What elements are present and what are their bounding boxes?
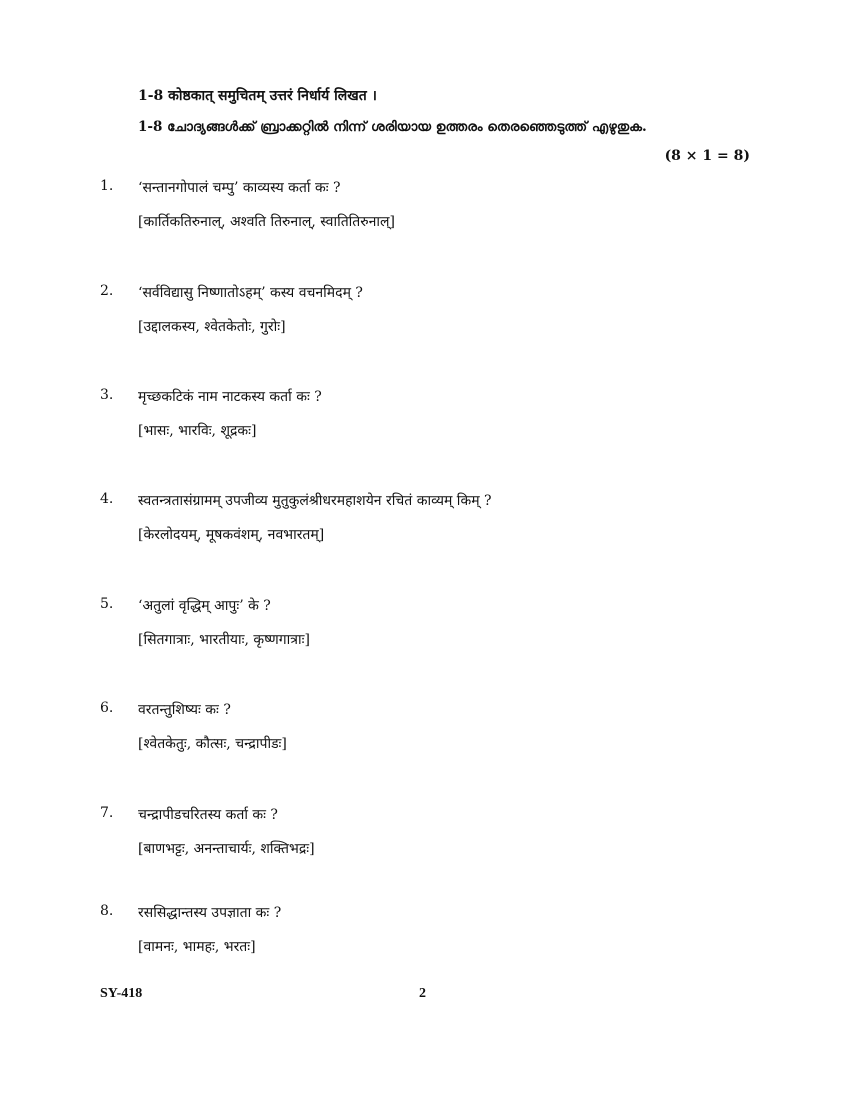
question-options: [श्वेतकेतुः, कौत्सः, चन्द्रापीडः] (138, 736, 287, 752)
question-text: रससिद्धान्तस्य उपज्ञाता कः ? (138, 905, 282, 921)
instruction-malayalam: 1-8 ചോദ്യങ്ങൾക്ക് ബ്രാക്കറ്റിൽ നിന്ന് ശരിയായ ഉത്തരം തെരഞ്ഞെടുത്ത് എഴുതുക. (138, 119, 647, 135)
question-text: ‘अतुलां वृद्धिम् आपुः’ के ? (138, 598, 271, 614)
question-options: [वामनः, भामहः, भरतः] (138, 939, 256, 955)
question-text: ‘सर्वविद्यासु निष्णातोऽहम्’ कस्य वचनमिदम् ? (138, 285, 363, 301)
question-options: [कार्तिकतिरुनाल्, अश्वति तिरुनाल्, स्वातितिरुनाल्] (138, 214, 396, 230)
question-text: मृच्छकटिकं नाम नाटकस्य कर्ता कः ? (138, 389, 322, 405)
question-number: 8. (100, 903, 114, 919)
question-text: वरतन्तुशिष्यः कः ? (138, 702, 231, 718)
question-number: 3. (100, 387, 114, 403)
page-number: 2 (419, 986, 426, 1001)
question-number: 7. (100, 805, 114, 821)
marks-allocation: (8 × 1 = 8) (664, 148, 750, 164)
question-number: 4. (100, 491, 114, 507)
question-options: [सितगात्राः, भारतीयाः, कृष्णगात्राः] (138, 632, 310, 648)
question-options: [भासः, भारविः, शूद्रकः] (138, 423, 257, 439)
paper-code: SY-418 (100, 986, 143, 1001)
question-options: [बाणभट्टः, अनन्ताचार्यः, शक्तिभद्रः] (138, 841, 315, 857)
question-number: 2. (100, 283, 114, 299)
question-number: 1. (100, 178, 114, 194)
question-options: [उद्दालकस्य, श्वेतकेतोः, गुरोः] (138, 319, 286, 335)
question-text: स्वतन्त्रतासंग्रामम् उपजीव्य मुतुकुलंश्रीधरमहाशयेन रचितं काव्यम् किम् ? (138, 493, 492, 509)
instruction-sanskrit: 1-8 कोष्ठकात् समुचितम् उत्तरं निर्धार्य लिखत । (138, 88, 377, 104)
question-options: [केरलोदयम्, मूषकवंशम्, नवभारतम्] (138, 527, 325, 543)
question-number: 6. (100, 700, 114, 716)
question-text: चन्द्रापीडचरितस्य कर्ता कः ? (138, 807, 278, 823)
question-number: 5. (100, 596, 114, 612)
question-text: ‘सन्तानगोपालं चम्पु’ काव्यस्य कर्ता कः ? (138, 180, 341, 196)
